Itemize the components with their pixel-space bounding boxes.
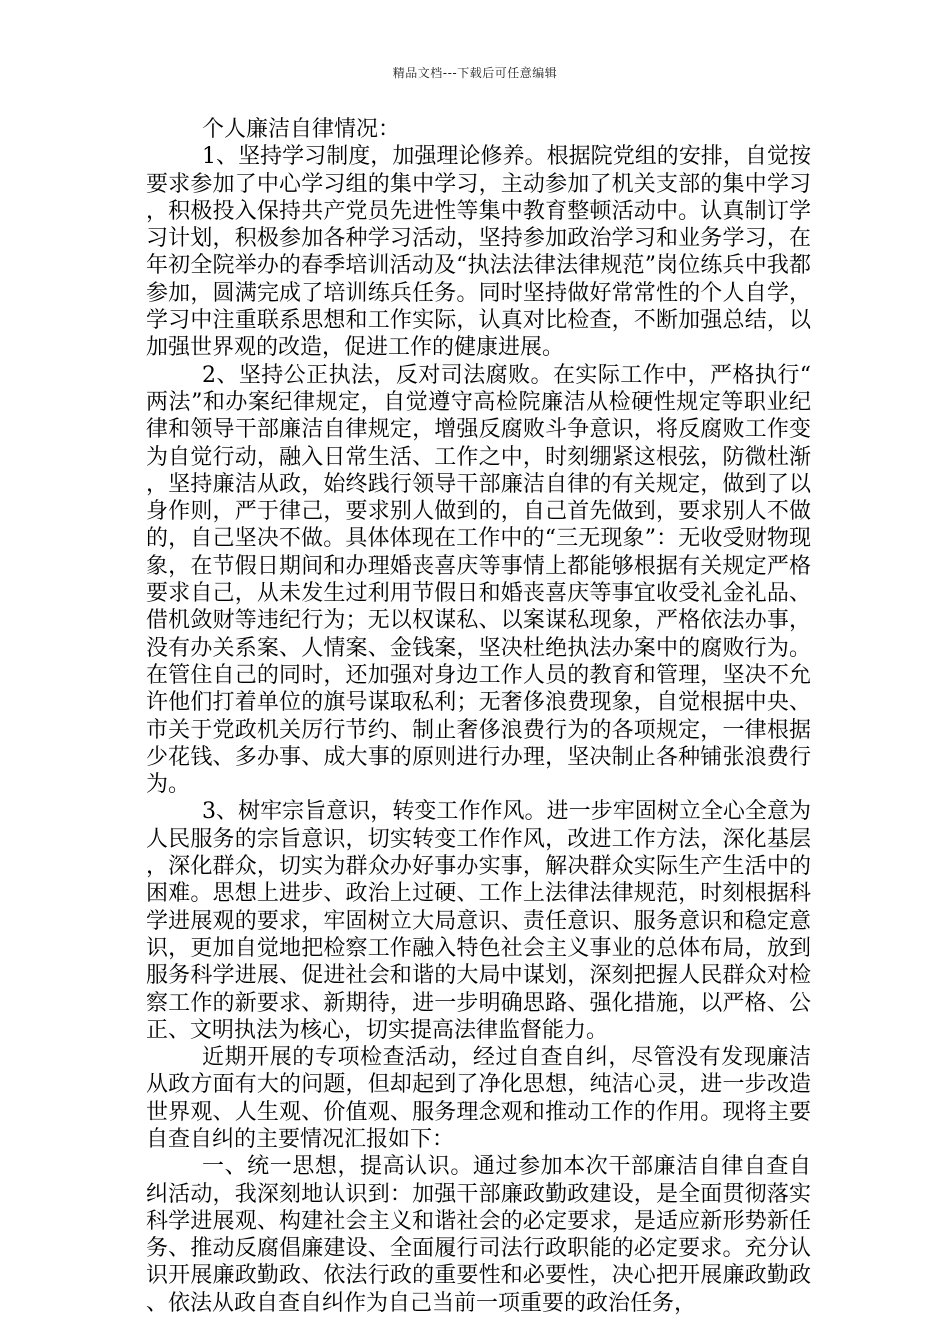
- document-heading: 个人廉洁自律情况：: [202, 117, 401, 142]
- paragraph-service-awareness: 3、树牢宗旨意识，转变工作作风。进一步牢固树立全心全意为人民服务的宗旨意识，切实转变工作作风，改进工作方法，深化基层，深化群众，切实为群众办好事办实事，解决群众实际生产生活中的困难。思想上进步、政治上过硬、工作上法律法律规范，时刻根据科学进展观的要求，牢固树立大局意识、责任意识、服务意识和稳定意识，更加自觉地把检察工作融入特色社会主义事业的总体布局，放到服务科学进展、促进社会和谐的大局中谋划，深刻把握人民群众对检察工作的新要求、新期待，进一步明确思路、强化措施，以严格、公正、文明执法为核心，切实提高法律监督能力。: [146, 799, 811, 1043]
- paragraph-self-inspection: 近期开展的专项检查活动，经过自查自纠，尽管没有发现廉洁从政方面有大的问题，但却起到了净化思想，纯洁心灵，进一步改造世界观、人生观、价值观、服务理念观和推动工作的作用。现将主要自查自纠的主要情况汇报如下：: [146, 1045, 811, 1152]
- paragraph-fair-enforcement: 2、坚持公正执法，反对司法腐败。在实际工作中，严格执行“两法”和办案纪律规定，自觉遵守高检院廉洁从检硬性规定等职业纪律和领导干部廉洁自律规定，增强反腐败斗争意识，将反腐败工作变为自觉行动，融入日常生活、工作之中，时刻绷紧这根弦，防微杜渐，坚持廉洁从政，始终践行领导干部廉洁自律的有关规定，做到了以身作则，严于律己，要求别人做到的，自己首先做到，要求别人不做的，自己坚决不做。具体体现在工作中的“三无现象”：无收受财物现象，在节假日期间和办理婚丧喜庆等事情上都能够根据有关规定严格要求自己，从未发生过利用节假日和婚丧喜庆等事宜收受礼金礼品、借机敛财等违纪行为；无以权谋私、以案谋私现象，严格依法办事，没有办关系案、人情案、金钱案，坚决杜绝执法办案中的腐败行为。在管住自己的同时，还加强对身边工作人员的教育和管理，坚决不允许他们打着单位的旗号谋取私利；无奢侈浪费现象，自觉根据中央、市关于党政机关厉行节约、制止奢侈浪费行为的各项规定，一律根据少花钱、多办事、成大事的原则进行办理，坚决制止各种铺张浪费行为。: [146, 362, 811, 798]
- document-body: [146, 116, 811, 1317]
- page-header: 精品文档---下载后可任意编辑: [392, 66, 558, 80]
- paragraph-unify-thinking: 一、统一思想，提高认识。通过参加本次干部廉洁自律自查自纠活动，我深刻地认识到：加强干部廉政勤政建设，是全面贯彻落实科学进展观、构建社会主义和谐社会的必定要求，是适应新形势新任务、推动反腐倡廉建设、全面履行司法行政职能的必定要求。充分认识开展廉政勤政、依法行政的重要性和必要性，决心把开展廉政勤政、依法从政自查自纠作为自己当前一项重要的政治任务，: [146, 1154, 811, 1316]
- paragraph-study-system: 1、坚持学习制度，加强理论修养。根据院党组的安排，自觉按要求参加了中心学习组的集中学习，主动参加了机关支部的集中学习，积极投入保持共产党员先进性等集中教育整顿活动中。认真制订学习计划，积极参加各种学习活动，坚持参加政治学习和业务学习，在年初全院举办的春季培训活动及“执法法律法律规范”岗位练兵中我都参加，圆满完成了培训练兵任务。同时坚持做好常常性的个人自学，学习中注重联系思想和工作实际，认真对比检查，不断加强总结，以加强世界观的改造，促进工作的健康进展。: [146, 144, 811, 361]
